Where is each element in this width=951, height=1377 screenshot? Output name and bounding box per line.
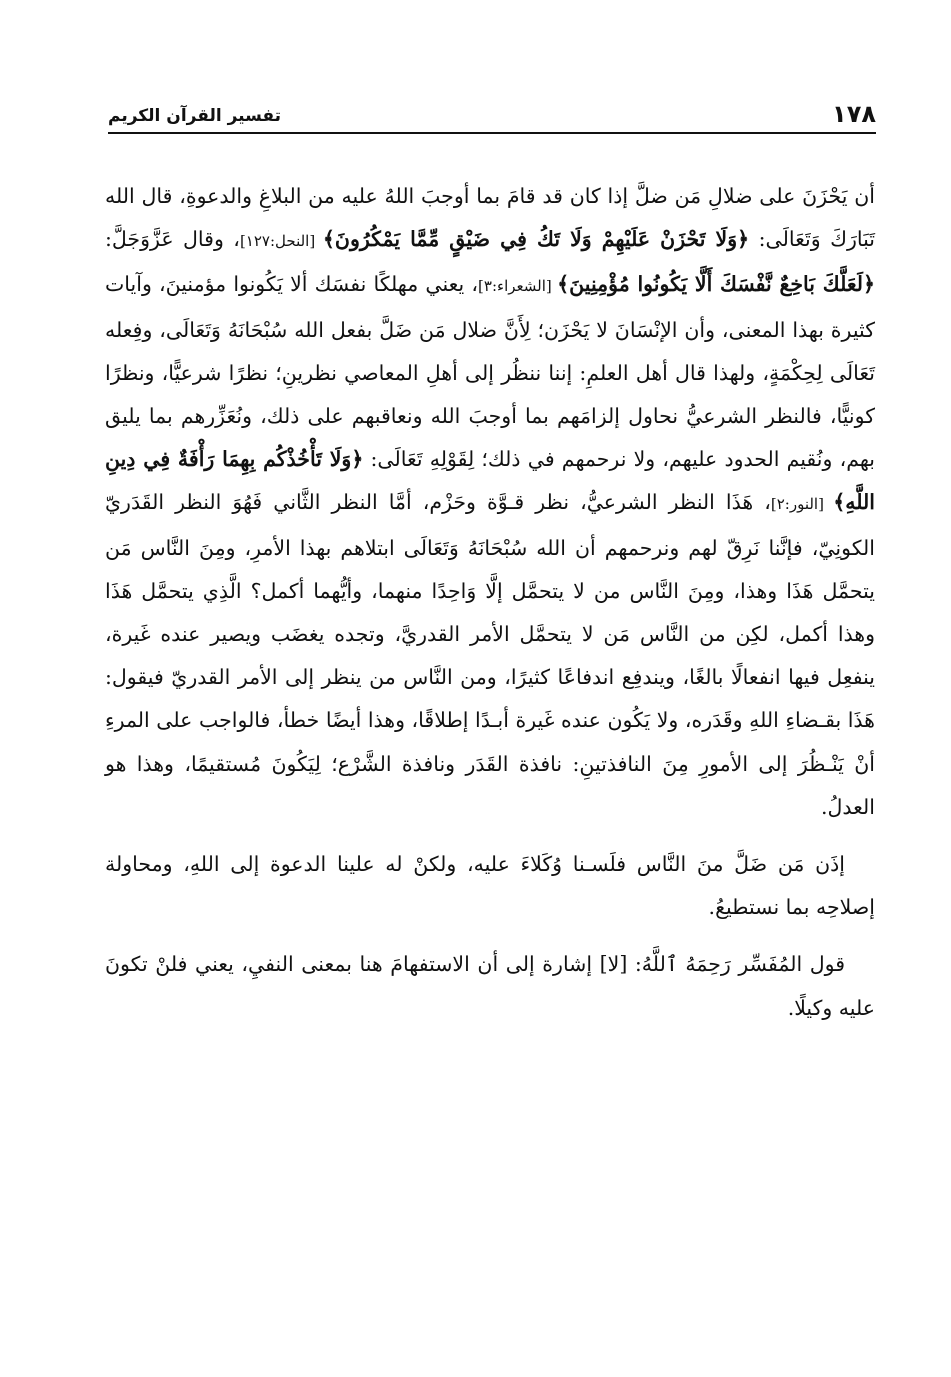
paragraph-3 <box>105 943 875 1029</box>
text-segment: ، يعني مهلكًا نفسَك ألا يَكُونوا مؤمنينَ، وآيات كثيرة بهذا المعنى، وأن الإنْسَانَ لا يَحْزَن؛ لِأَنَّ ضلال مَن ضَلَّ بفعل الله سُبْحَانَهُ وَتَعَالَى، وفِعله تَعَالَى لِحِكْمَةٍ، ولهذا قال أهل العلمِ: إننا ننظُر إلى أهلِ المعاصي نظرينِ؛ نظرًا شرعيًّا، ونظرًا كونيًّا، فالنظر الشرعيُّ نحاول إلزامَهم بما أوجبَ الله ونعاقبهم على ذلك، ونُعَزِّرهم بما يليق بهم، ونُقيم الحدود عليهم، ولا نرحمهم في ذلك؛ لِقَوْلِهِ تَعَالَى: <box>105 272 875 472</box>
body-text <box>105 175 875 1030</box>
text-segment: ، وقال عَزَّوَجَلَّ: <box>105 227 240 252</box>
verse-reference: [النور:٢] <box>770 495 834 514</box>
text-segment: أن يَحْزَنَ على ضلالِ مَن ضلَّ إذا كان قد قامَ بما أوجبَ اللهُ عليه من البلاغِ والدعوةِ، قال الله تَبَارَكَ وَتَعَالَى: <box>105 184 876 252</box>
quran-verse: ﴿وَلَا تَحْزَنْ عَلَيْهِمْ وَلَا تَكُ فِي ضَيْقٍ مِّمَّا يَمْكُرُونَ﴾ <box>322 227 750 252</box>
book-title: تفسير القرآن الكريم <box>108 106 282 126</box>
verse-reference: [النحل:١٢٧] <box>239 232 323 251</box>
paragraph-1 <box>105 175 875 829</box>
verse-reference: [الشعراء:٣] <box>478 277 558 296</box>
page-header <box>108 92 876 134</box>
text-segment: قول المُفَسِّر رَحِمَهُ ٱللَّهُ: [لا] إشارة إلى أن الاستفهامَ هنا بمعنى النفيِ، يعني فلنْ تكونَ عليه وكيلًا. <box>105 952 875 1020</box>
page-number: ١٧٨ <box>832 100 876 128</box>
text-segment: إذَن مَن ضَلَّ منَ النَّاس فلَسـنا وُكَلاءَ عليه، ولكنْ له علينا الدعوة إلى اللهِ، ومحاولة إصلاحِه بما نستطيعُ. <box>105 852 875 920</box>
text-segment: ، هَذَا النظر الشرعيُّ، نظر قـوَّة وحَزْم، أمَّا النظر الثَّاني فَهُوَ النظر القَدَريّ الكونِيّ، فإنَّنا نَرِقّ لهم ونرحمهم أن الله سُبْحَانَهُ وَتَعَالَى ابتلاهم بهذا الأمرِ، ومِنَ النَّاس مَن يتحمَّل هَذَا وهذا، ومِنَ النَّاس من لا يتحمَّل إلَّا وَاحِدًا منهما، وأيُّهما أكمل؟ الَّذِي يتحمَّل هَذَا وهذا أكمل، لكِن من النَّاس مَن لا يتحمَّل الأمر القدريَّ، وتجده يغضَب ويصير عنده غَيرة، ينفعِل فيها انفعالًا بالغًا، ويندفِع اندفاعًا كثيرًا، ومن النَّاس من ينظر إلى الأمر القدريّ فيقول: هَذَا بقـضاءِ اللهِ وقَدَره، ولا يَكُون عنده غَيرة أبـدًا إطلاقًا، وهذا أيضًا خطأ، فالواجب على المرءِ أنْ يَنْـظُرَ إلى الأمورِ مِنَ النافذتينِ: نافذة القَدَر ونافذة الشَّرْع؛ لِيَكُونَ مُستقيمًا، وهذا هو العدلُ. <box>105 490 875 819</box>
quran-verse: ﴿لَعَلَّكَ بَاخِعٌ نَّفْسَكَ أَلَّا يَكُونُوا مُؤْمِنِينَ﴾ <box>557 272 876 297</box>
paragraph-2 <box>105 843 875 929</box>
quran-verse: ﴿وَلَا تَأْخُذْكُم بِهِمَا رَأْفَةٌ فِي دِينِ اللَّهِ﴾ <box>105 447 875 515</box>
